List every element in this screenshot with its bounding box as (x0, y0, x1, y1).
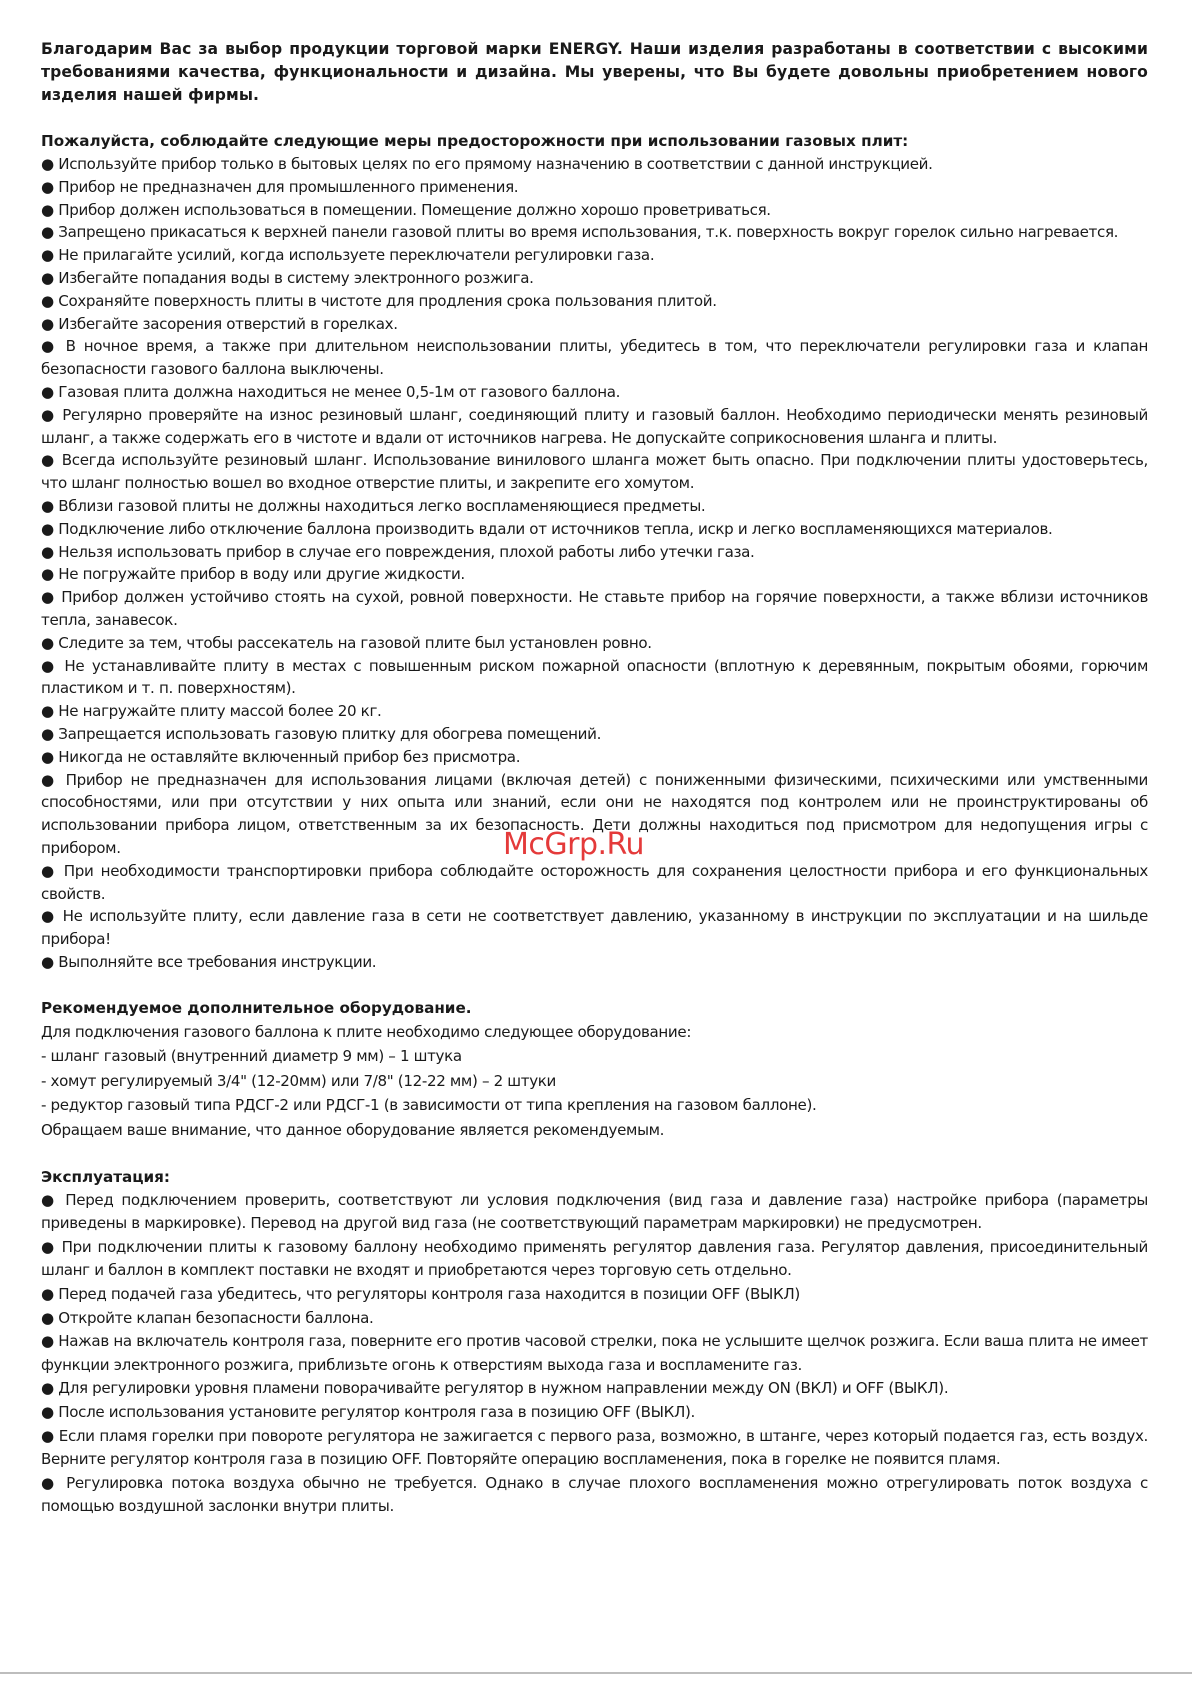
equipment-section (41, 997, 1148, 1143)
operation-heading: Эксплуатация: (41, 1167, 170, 1186)
precaution-item: ● Избегайте засорения отверстий в горелках. (41, 314, 398, 333)
precaution-item: ● Не устанавливайте плиту в местах с повышенным риском пожарной опасности (вплотную к деревянным, покрытым обоями, горючим пластиком и т. п. поверхностям). (41, 656, 1148, 698)
precaution-item: ● Всегда используйте резиновый шланг. Использование винилового шланга может быть опасно. При подключении плиты удостоверьтесь, что шланг полностью вошел во входное отверстие плиты, и закрепите его хомутом. (41, 451, 1148, 493)
precautions-heading: Пожалуйста, соблюдайте следующие меры предосторожности при использовании газовых плит: (41, 132, 909, 150)
operation-section (41, 1166, 1148, 1519)
operation-item: ● При подключении плиты к газовому баллону необходимо применять регулятор давления газа. Регулятор давления, присоединительный шланг и баллон в комплект поставки не входят и приобретаются через торговую сеть отдельно. (41, 1237, 1148, 1280)
operation-item: ● Регулировка потока воздуха обычно не требуется. Однако в случае плохого воспламенения можно отрегулировать поток воздуха с помощью воздушной заслонки внутри плиты. (41, 1473, 1148, 1516)
page-content (41, 38, 1148, 1519)
operation-item: ● Перед подключением проверить, соответствуют ли условия подключения (вид газа и давление газа) настройке прибора (параметры приведены в маркировке). Перевод на другой вид газа (не соответствующий параметрам маркировки) не предусмотрен. (41, 1190, 1148, 1233)
equipment-line: Обращаем ваше внимание, что данное оборудование является рекомендуемым. (41, 1121, 665, 1140)
precaution-item: ● Вблизи газовой плиты не должны находиться легко воспламеняющиеся предметы. (41, 496, 706, 515)
equipment-line: - шланг газовый (внутренний диаметр 9 мм) – 1 штука (41, 1047, 462, 1066)
precaution-item: ● Газовая плита должна находиться не менее 0,5-1м от газового баллона. (41, 382, 621, 401)
precaution-item: ● Используйте прибор только в бытовых целях по его прямому назначению в соответствии с данной инструкцией. (41, 155, 933, 173)
precaution-item: ● Выполняйте все требования инструкции. (41, 952, 377, 971)
page-bottom-rule (0, 1672, 1192, 1674)
precaution-item: ● Прибор должен устойчиво стоять на сухой, ровной поверхности. Не ставьте прибор на горячие поверхности, а также вблизи источников тепла, занавесок. (41, 588, 1148, 629)
precaution-item: ● Не прилагайте усилий, когда используете переключатели регулировки газа. (41, 246, 655, 265)
operation-item: ● Если пламя горелки при повороте регулятора не зажигается с первого раза, возможно, в штанге, через который подается газ, есть воздух. Верните регулятор контроля газа в позицию OFF. Повторяйте операцию воспламенения, пока в горелке не появится пламя. (41, 1426, 1148, 1469)
watermark: McGrp.Ru (503, 827, 645, 862)
equipment-line: - хомут регулируемый 3/4" (12-20мм) или 7/8" (12-22 мм) – 2 штуки (41, 1071, 557, 1090)
equipment-line: - редуктор газовый типа РДСГ-2 или РДСГ-1 (в зависимости от типа крепления на газовом баллоне). (41, 1096, 817, 1115)
precaution-item: ● Нельзя использовать прибор в случае его повреждения, плохой работы либо утечки газа. (41, 542, 755, 561)
precaution-item: ● При необходимости транспортировки прибора соблюдайте осторожность для сохранения целостности прибора и его функциональных свойств. (41, 861, 1148, 903)
precaution-item: ● Избегайте попадания воды в систему электронного розжига. (41, 268, 534, 287)
operation-item: ● Перед подачей газа убедитесь, что регуляторы контроля газа находится в позиции OFF (ВЫКЛ) (41, 1285, 800, 1304)
operation-item: ● После использования установите регулятор контроля газа в позицию OFF (ВЫКЛ). (41, 1403, 695, 1421)
precaution-item: ● Сохраняйте поверхность плиты в чистоте для продления срока пользования плитой. (41, 291, 717, 310)
operation-item: ● Откройте клапан безопасности баллона. (41, 1308, 374, 1327)
precaution-item: ● Прибор не предназначен для использования лицами (включая детей) с пониженными физическими, психическими или умственными способностями, или при отсутствии у них опыта или знаний, если они не находятся под контролем или не проинструктированы об использовании прибора лицом, ответственным за их безопасность. Дети должны находиться под присмотром для недопущения игры с прибором. (41, 770, 1148, 857)
precaution-item: ● Следите за тем, чтобы рассекатель на газовой плите был установлен ровно. (41, 633, 652, 652)
intro-paragraph: Благодарим Вас за выбор продукции торговой марки ENERGY. Наши изделия разработаны в соответствии с высокими требованиями качества, функциональности и дизайна. Мы уверены, что Вы будете довольны приобретением нового изделия нашей фирмы. (41, 40, 1148, 104)
precaution-item: ● Не нагружайте плиту массой более 20 кг. (41, 702, 382, 721)
equipment-line: Для подключения газового баллона к плите необходимо следующее оборудование: (41, 1022, 692, 1041)
precaution-item: ● Регулярно проверяйте на износ резиновый шланг, соединяющий плиту и газовый баллон. Необходимо периодически менять резиновый шланг, а также содержать его в чистоте и вдали от источников нагрева. Не допускайте соприкосновения шланга и плиты. (41, 405, 1148, 447)
equipment-heading: Рекомендуемое дополнительное оборудование. (41, 998, 472, 1017)
precaution-item: ● Запрещается использовать газовую плитку для обогрева помещений. (41, 724, 602, 743)
precaution-item: ● В ночное время, а также при длительном неиспользовании плиты, убедитесь в том, что переключатели регулировки газа и клапан безопасности газового баллона выключены. (41, 337, 1148, 379)
precaution-item: ● Не погружайте прибор в воду или другие жидкости. (41, 565, 465, 584)
precaution-item: ● Никогда не оставляйте включенный прибор без присмотра. (41, 747, 521, 766)
precaution-item: ● Подключение либо отключение баллона производить вдали от источников тепла, искр и легко воспламеняющихся материалов. (41, 519, 1053, 538)
operation-item: ● Нажав на включатель контроля газа, поверните его против часовой стрелки, пока не услышите щелчок розжига. Если ваша плита не имеет функции электронного розжига, приблизьте огонь к отверстиям выхода газа и воспламените газ. (41, 1332, 1148, 1374)
operation-item: ● Для регулировки уровня пламени поворачивайте регулятор в нужном направлении между ON (ВКЛ) и OFF (ВЫКЛ). (41, 1379, 949, 1398)
precaution-item: ● Прибор должен использоваться в помещении. Помещение должно хорошо проветриваться. (41, 200, 771, 219)
precaution-item: ● Запрещено прикасаться к верхней панели газовой плиты во время использования, т.к. поверхность вокруг горелок сильно нагревается. (41, 223, 1119, 242)
precaution-item: ● Не используйте плиту, если давление газа в сети не соответствует давлению, указанному в инструкции по эксплуатации и на шильде прибора! (41, 907, 1148, 949)
precaution-item: ● Прибор не предназначен для промышленного применения. (41, 177, 519, 196)
